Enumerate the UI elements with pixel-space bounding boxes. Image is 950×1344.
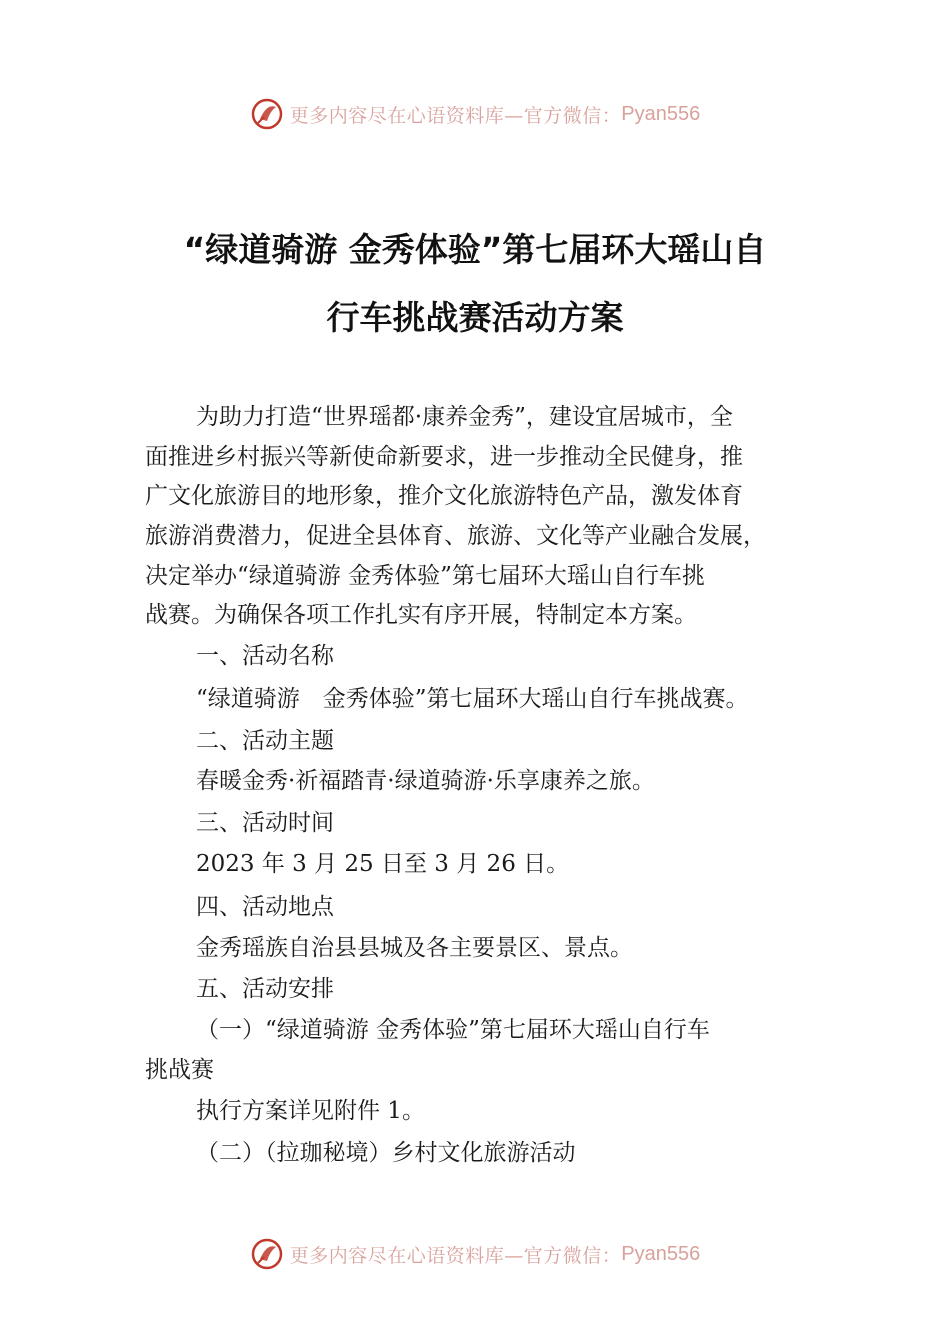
document-title-line-2: 行车挑战赛活动方案	[326, 298, 624, 337]
document-title-line-1: “绿道骑游 金秀体验”第七届环大瑶山自	[183, 230, 767, 269]
intro-line-5: 决定举办“绿道骑游 金秀体验”第七届环大瑶山自行车挑	[145, 563, 705, 589]
section-heading-2: 二、活动主题	[196, 728, 334, 754]
brand-logo-icon	[250, 97, 284, 131]
section-heading-3: 三、活动时间	[196, 810, 334, 836]
brand-logo-icon	[250, 1237, 284, 1271]
intro-line-1: 为助力打造“世界瑶都·康养金秀”，建设宜居城市，全	[196, 404, 733, 430]
banner-wechat-id: Pyan556	[621, 1242, 701, 1265]
banner-text: 更多内容尽在心语资料库—官方微信：	[289, 1244, 622, 1267]
section-heading-1: 一、活动名称	[196, 643, 334, 669]
banner-wechat-id: Pyan556	[621, 102, 701, 125]
section-content-1: “绿道骑游 金秀体验”第七届环大瑶山自行车挑战赛。	[196, 686, 749, 712]
section-heading-5: 五、活动安排	[196, 976, 334, 1002]
section-content-3: 2023 年 3 月 25 日至 3 月 26 日。	[196, 851, 570, 877]
subsection-2-heading: （二）（拉珈秘境）乡村文化旅游活动	[196, 1140, 576, 1166]
subsection-1-content: 执行方案详见附件 1。	[196, 1098, 425, 1124]
header-watermark-banner	[0, 94, 950, 134]
subsection-1-line-2: 挑战赛	[145, 1057, 214, 1083]
section-content-2: 春暖金秀·祈福踏青·绿道骑游·乐享康养之旅。	[196, 768, 655, 794]
footer-watermark-banner	[0, 1234, 950, 1274]
intro-line-3: 广文化旅游目的地形象，推介文化旅游特色产品，激发体育	[145, 483, 743, 509]
section-heading-4: 四、活动地点	[196, 894, 334, 920]
intro-line-2: 面推进乡村振兴等新使命新要求，进一步推动全民健身，推	[145, 444, 743, 470]
intro-line-6: 战赛。为确保各项工作扎实有序开展，特制定本方案。	[145, 602, 697, 628]
banner-text: 更多内容尽在心语资料库—官方微信：	[289, 104, 622, 127]
intro-line-4: 旅游消费潜力，促进全县体育、旅游、文化等产业融合发展，	[145, 523, 766, 549]
section-content-4: 金秀瑶族自治县县城及各主要景区、景点。	[196, 935, 633, 961]
subsection-1-line-1: （一）“绿道骑游 金秀体验”第七届环大瑶山自行车	[196, 1017, 710, 1043]
